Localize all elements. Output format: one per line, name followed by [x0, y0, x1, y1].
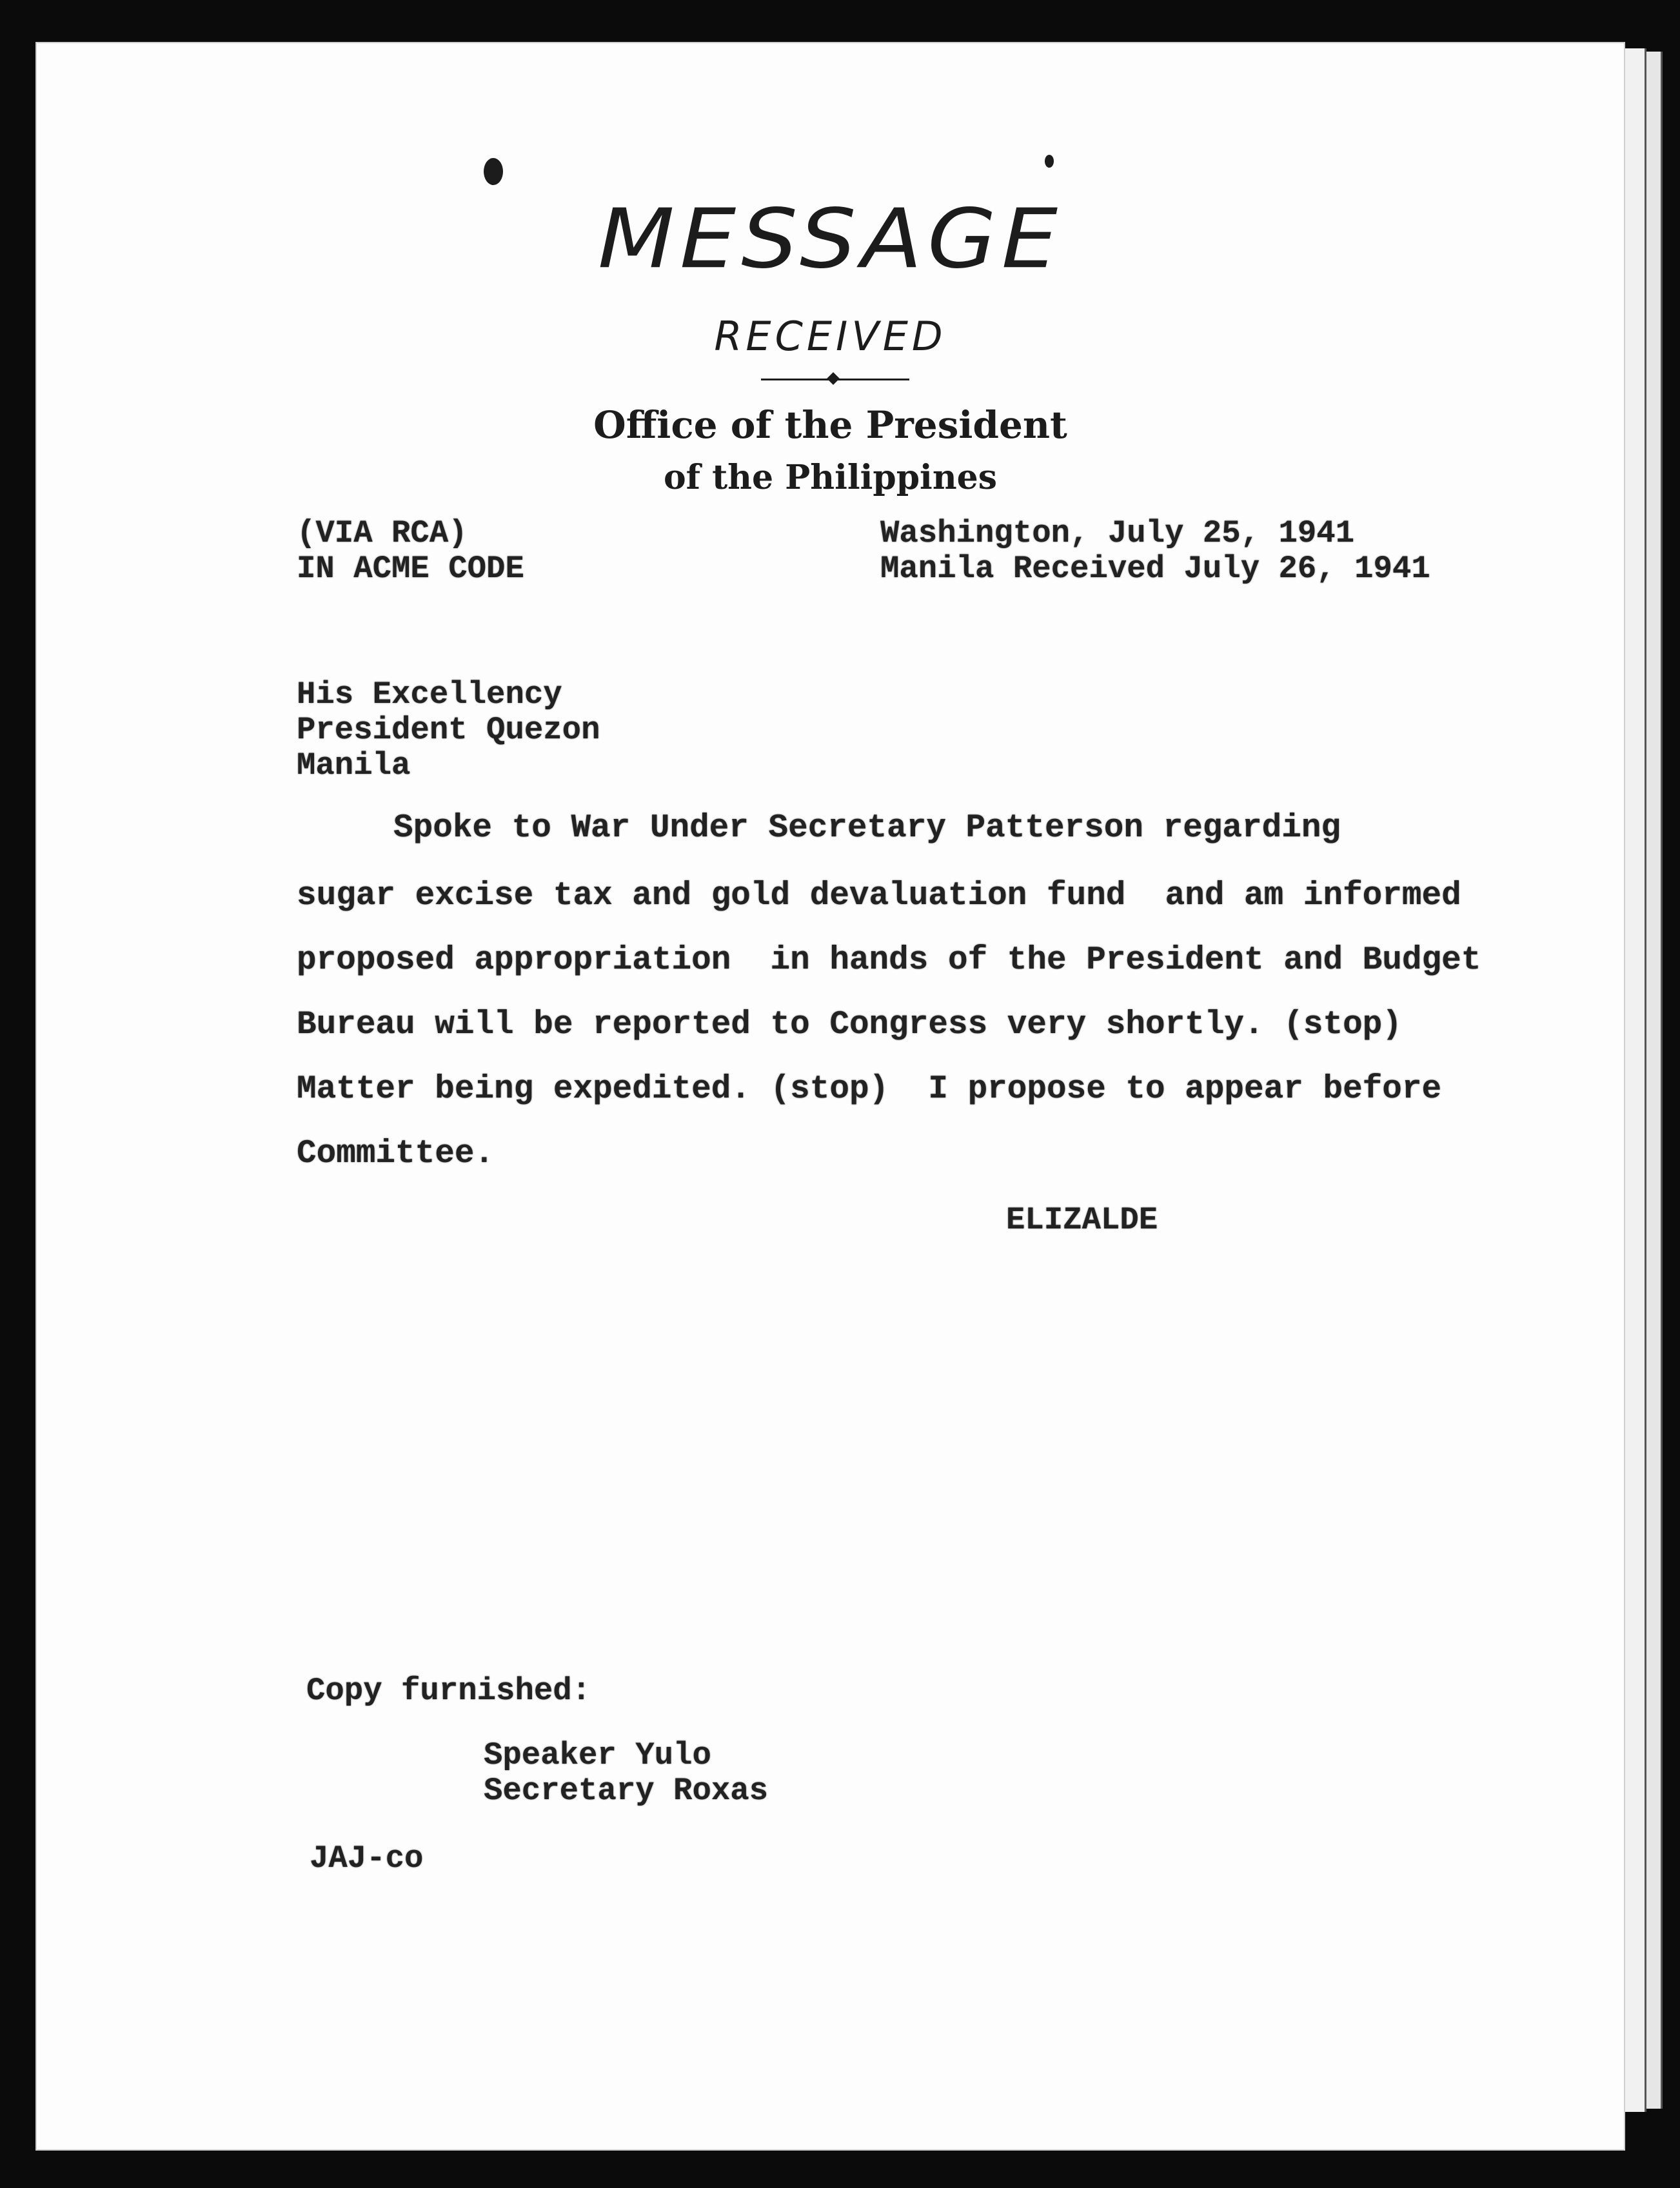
letterhead-title: MESSAGE — [597, 191, 1063, 287]
letterhead-ornament — [827, 372, 840, 385]
copy-furnished-label: Copy furnished: — [306, 1673, 591, 1709]
addressee-line-2: President Quezon — [297, 712, 600, 748]
dateline-received: Manila Received July 26, 1941 — [880, 551, 1430, 587]
body-line: Bureau will be reported to Congress very shortly. (stop) — [297, 1007, 1402, 1043]
letterhead-office-line-1: Office of the President — [593, 403, 1067, 447]
ink-blot — [484, 158, 503, 185]
message-page — [35, 42, 1625, 2151]
routing-line-1: (VIA RCA) — [297, 515, 468, 551]
routing-line-2: IN ACME CODE — [297, 551, 524, 587]
letterhead-subtitle: RECEIVED — [714, 313, 947, 360]
body-line: proposed appropriation in hands of the President and Budget — [297, 942, 1481, 979]
letterhead-office-line-2: of the Philippines — [664, 458, 997, 497]
body-line: Committee. — [297, 1136, 495, 1172]
addressee-line-3: Manila — [297, 747, 411, 784]
typist-initials: JAJ-co — [310, 1840, 424, 1877]
signature: ELIZALDE — [1006, 1202, 1158, 1238]
copy-recipient: Secretary Roxas — [484, 1773, 769, 1809]
body-line: Matter being expedited. (stop) I propose to appear before — [297, 1071, 1442, 1108]
body-line: sugar excise tax and gold devaluation fund and am informed — [297, 878, 1461, 914]
ink-blot — [1045, 155, 1054, 168]
addressee-line-1: His Excellency — [297, 676, 562, 713]
copy-recipient: Speaker Yulo — [484, 1737, 711, 1773]
body-line: Spoke to War Under Secretary Patterson regarding — [393, 810, 1341, 847]
dateline-sent: Washington, July 25, 1941 — [880, 515, 1355, 551]
